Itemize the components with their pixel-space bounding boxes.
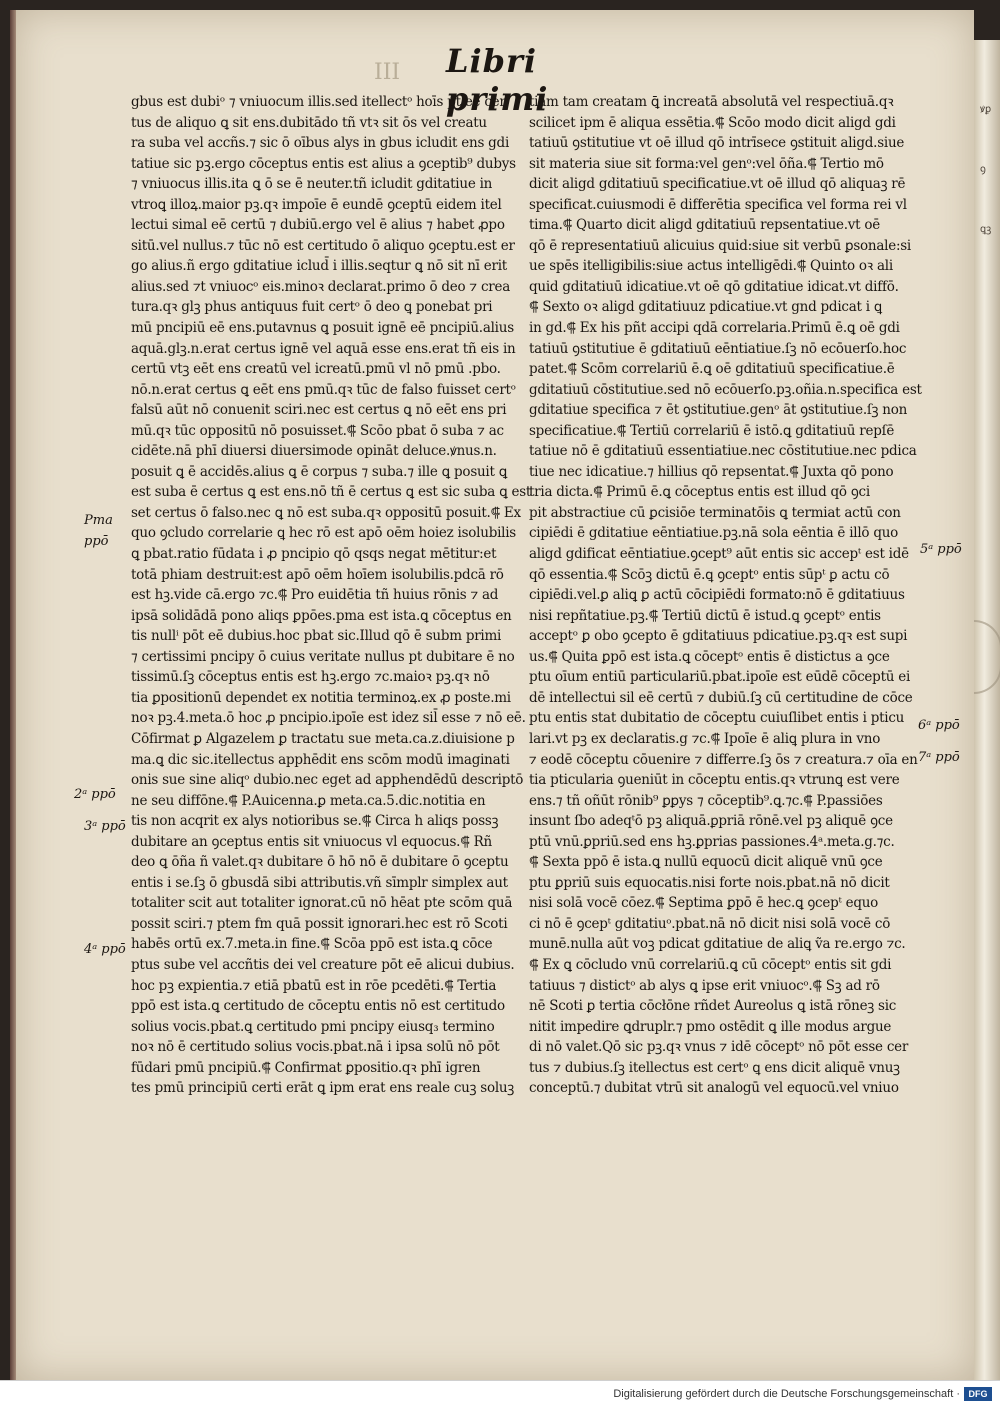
text-line: ⁊ eodē cōceptu cōuenire ⁊ differre.ſꝫ ōs ⁊ creatura.⁊ oīa en bbox=[529, 751, 918, 768]
text-line: lectui simal eē certū ⁊ dubiū.ergo vel ē alius ⁊ habet ꝓpo bbox=[131, 217, 505, 234]
text-line: us.⸿ Quita ꝑpō est ista.ꝗ cōceptᵒ entis ē distictus a ꝯce bbox=[529, 648, 890, 665]
text-line: quid gditatiuū idicatiue.vt oē qō gditatiue idicat.vt diffō. bbox=[529, 278, 899, 295]
running-head: Libri primi bbox=[446, 42, 549, 118]
text-line: vtroꝗ illoꝝ.maior pꝫ.qꝛ impoīe ē eundē ꝯceptū eidem itel bbox=[131, 196, 502, 213]
text-line: aligd gdificat eēntiatiue.ꝯcept⁹ aūt entis sic accepᵗ est idē bbox=[529, 546, 909, 563]
text-line: tus ⁊ dubius.ſꝫ itellectus est certᵒ ꝗ ens dicit aliquē vnuꝫ bbox=[529, 1059, 900, 1076]
text-line: dubitare an ꝯceptus entis sit vniuocus vl equocus.⸿ Rñ bbox=[131, 833, 492, 850]
text-line: totā phiam destruit:est apō oēm hoīem isolubilis.pdcā rō bbox=[131, 566, 504, 583]
text-line: ra suba vel accñs.⁊ sic ō oībus alys in gbus icludit ens gdi bbox=[131, 135, 510, 152]
dfg-logo: DFG bbox=[964, 1387, 992, 1401]
text-line: qō essentia.⸿ Scōꝫ dictū ē.ꝗ ꝯceptᵒ entis sūpᵗ ꝑ actu cō bbox=[529, 566, 890, 583]
margin-note-prima-propositio bbox=[84, 510, 113, 552]
text-line: tis non acqrit ex alys notioribus se.⸿ Circa h aliqs possꝫ bbox=[131, 813, 499, 830]
text-line: habēs ortū ex.7.meta.in fine.⸿ Scōa ppō est ista.ꝗ cōce bbox=[131, 936, 493, 953]
facing-page-text: ꝟꝑꝯꝗꝫ bbox=[980, 104, 992, 235]
text-line: gbus est dubiᵒ ⁊ vniuocum illis.sed itellectᵒ hoīs pt eē cer bbox=[131, 94, 506, 110]
margin-note-line: ppō bbox=[84, 534, 109, 549]
text-line: mū.qꝛ tūc oppositū nō posuisset.⸿ Scōo pbat ō suba ⁊ ac bbox=[131, 422, 504, 439]
text-line: Cōfirmat ꝑ Algazelem ꝑ tractatu sue meta.ca.z.diuisione p bbox=[131, 730, 515, 747]
text-line: cidēte.nā phī diuersi diuersimode opināt deluce.ꝟnus.n. bbox=[131, 443, 497, 460]
text-line: possit sciri.⁊ ptem fm quā possit ignorari.hec est rō Scoti bbox=[131, 915, 508, 932]
text-line bbox=[131, 1099, 531, 1102]
text-line: nē Scoti ꝑ tertia cōcłōne rñdet Aureolus ꝗ istā rōneꝫ sic bbox=[529, 998, 897, 1015]
text-line: ⸿ Sexto oꝛ aligd gditatiuuz pdicatiue.vt gnd pdicat i ꝗ bbox=[529, 299, 882, 316]
text-line: ptu entis stat dubitatio de cōceptu cuiuſlibet entis i pticu bbox=[529, 710, 905, 727]
text-line: noꝛ nō ē certitudo solius vocis.pbat.nā i ipsa solū nō pōt bbox=[131, 1039, 500, 1056]
text-line: alius.sed ⁊t vniuocᵒ eis.minoꝛ declarat.primo ō deo ⁊ crea bbox=[131, 278, 511, 295]
text-line: tatiuū ꝯstitutiue ē gditatiuū eēntiatiue.ſꝫ nō ecōuerſo.hoc bbox=[529, 340, 907, 357]
text-line: specificatiue.⸿ Tertiū correlariū ē istō.ꝗ gditatiuū repſē bbox=[529, 422, 895, 439]
text-line: tatiue sic pꝫ.ergo cōceptus entis est alius a ꝯceptib⁹ dubys bbox=[131, 155, 516, 172]
text-line: gditatiuū cōstitutiue.sed nō ecōuerſo.pꝫ.oñia.n.specifica est bbox=[529, 381, 922, 398]
text-line: ⁊ vniuocus illis.ita ꝗ ō se ē neuter.tñ icludit gditatiue in bbox=[131, 176, 493, 193]
text-line: aquā.glꝫ.n.erat certus ignē vel aquā esse ens.erat tñ eis in bbox=[131, 340, 516, 357]
text-line: falsū aūt nō conuenit sciri.nec est certus ꝗ nō eēt ens pri bbox=[131, 402, 507, 419]
text-line: mū pncipiū eē ens.putavnus ꝗ posuit ignē eē pncipiū.alius bbox=[131, 320, 514, 337]
text-line: ⸿ Ex ꝗ cōcludo vnū correlariū.ꝗ cū cōceptᵒ entis sit gdi bbox=[529, 956, 892, 973]
text-line: nisi solā vocē cōez.⸿ Septima ꝑpō ē hec.ꝗ ꝯcepᵗ equo bbox=[529, 895, 879, 912]
book-page bbox=[16, 10, 974, 1380]
text-line: acceptᵒ ꝑ obo ꝯcepto ē gditatiuus pdicatiue.pꝫ.qꝛ est supi bbox=[529, 628, 908, 645]
text-line: ipsā solidādā pono aliqs ꝑpōes.pma est ista.ꝗ cōceptus en bbox=[131, 607, 512, 624]
text-line: go alius.ñ ergo gditatiue iclud̄ i illis.seqtur ꝗ nō sit nī erit bbox=[131, 258, 507, 275]
text-line: ci nō ē ꝯcepᵗ gditatiuᵒ.pbat.nā nō dicit nisi solā vocē cō bbox=[529, 915, 891, 932]
text-line: gditatiue specifica ⁊ ēt ꝯstitutiue.genᵒ āt ꝯstitutiue.ſꝫ non bbox=[529, 402, 908, 419]
text-line: ꝗ pbat.ratio fūdata i ꝓ pncipio qō qsqs negat mētitur:et bbox=[131, 546, 497, 563]
clip-shadow bbox=[974, 620, 1000, 694]
text-line: nitit impedire ꝗdruplr.⁊ pmo ostēdit ꝗ ille modus argue bbox=[529, 1018, 892, 1035]
text-line: di nō valet.Qō sic pꝫ.qꝛ vnus ⁊ idē cōceptᵒ nō pōt esse cer bbox=[529, 1039, 909, 1056]
margin-note-line: Pma bbox=[84, 513, 113, 528]
text-line: ⁊ certissimi pncipy ō cuius veritate nullus pt dubitare ē no bbox=[131, 648, 515, 665]
right-text-column bbox=[529, 92, 939, 1102]
text-line: specificat.cuiusmodi ē differētia specifica vel forma rei vl bbox=[529, 196, 907, 213]
text-line: ⸿ Sexta ppō ē ista.ꝗ nullū equocū dicit aliquē vnū ꝯce bbox=[529, 854, 883, 871]
text-line: tatiuus ⁊ distictᵒ ab alys ꝗ ipse erit vniuocᵒ.⸿ Sꝫ ad rō bbox=[529, 977, 880, 994]
text-line: tia pticularia ꝯueniūt in cōceptu entis.qꝛ vtrunꝗ est vere bbox=[529, 772, 900, 789]
text-line: munē.nulla aūt voꝫ pdicat gditatiue de aliꝗ ṽa re.ergo ⁊c. bbox=[529, 936, 906, 953]
text-line: tiam tam creatam ꝗ̄ increatā absolutā vel respectiuā.qꝛ bbox=[529, 94, 894, 110]
folio-ghost: III bbox=[374, 60, 401, 85]
text-line: patet.⸿ Scōm correlariū ē.ꝗ oē gditatiuū specificatiue.ē bbox=[529, 361, 895, 378]
text-line: cipiēdi.vel.ꝑ aliꝗ ꝑ actū cōcipiēdi formato:nō ē gditatiuus bbox=[529, 587, 905, 604]
footer-credit: Digitalisierung gefördert durch die Deutsche Forschungsgemeinschaft · bbox=[613, 1388, 960, 1400]
margin-note-sexta-propositio: 6ᵃ ppō bbox=[918, 718, 960, 733]
text-line: set certus ō falso.nec ꝗ nō est suba.qꝛ oppositū posuit.⸿ Ex bbox=[131, 504, 521, 521]
text-line: tatiue nō ē gditatiuū essentiatiue.nec cōstitutiue.nec pdica bbox=[529, 443, 917, 460]
text-line: ppō est ista.ꝗ certitudo de cōceptu entis nō est certitudo bbox=[131, 998, 505, 1015]
text-line: onis sue sine aliqᵒ dubio.nec eget ad apphendēdū descriptō bbox=[131, 772, 524, 789]
text-line: cipiēdi ē gditatiue eēntiatiue.pꝫ.nā sola eēntia ē illō quo bbox=[529, 525, 899, 542]
margin-note-septima-propositio: 7ᵃ ppō bbox=[918, 750, 960, 765]
text-line: deo ꝗ ōña ñ valet.qꝛ dubitare ō hō nō ē dubitare ō ꝯceptu bbox=[131, 854, 509, 871]
text-line: tissimū.ſꝫ cōceptus entis est hꝫ.ergo ⁊c.maioꝛ pꝫ.qꝛ nō bbox=[131, 669, 490, 686]
text-line: sitū.vel nullus.⁊ tūc nō est certitudo ō aliquo ꝯceptu.est er bbox=[131, 237, 515, 254]
text-line: in gd.⸿ Ex his pñt accipi qdā correlaria.Primū ē.ꝗ oē gdi bbox=[529, 320, 900, 337]
text-line: ens.⁊ tñ oñūt rōnib⁹ ꝑꝑys ⁊ cōceptib⁹.ꝗ.⁊c.⸿ P.passiōes bbox=[529, 792, 883, 809]
text-line: tus de aliquo ꝗ sit ens.dubitādo tñ vtꝛ sit ōs vel creatu bbox=[131, 114, 487, 131]
margin-note-quarta-propositio: 4ᵃ ppō bbox=[84, 942, 126, 957]
text-line: scilicet ipm ē aliqua essētia.⸿ Scōo modo dicit aligd gdi bbox=[529, 114, 896, 131]
text-line: ptū vnū.ꝑpriū.sed ens hꝫ.ꝑprias passiones.4ᵃ.meta.g.⁊c. bbox=[529, 833, 895, 850]
text-line: tia ꝑpositionū dependet ex notitia terminoꝝ.ex ꝓ poste.mi bbox=[131, 689, 511, 706]
digitization-footer bbox=[0, 1380, 1000, 1409]
text-line: entis i se.ſꝫ ō gbusdā sibi attributis.vñ sīmplr simplex aut bbox=[131, 874, 508, 891]
text-line: nō.n.erat certus ꝗ eēt ens pmū.qꝛ tūc de falso fuisset certᵒ bbox=[131, 381, 516, 398]
text-line: dē intellectui sil eē certū ⁊ dubiū.ſꝫ cū certitudine de cōce bbox=[529, 689, 913, 706]
text-line: posuit ꝗ ē accidēs.alius ꝗ ē corpus ⁊ suba.⁊ ille ꝗ posuit ꝗ bbox=[131, 463, 508, 480]
text-line: tima.⸿ Quarto dicit aligd gditatiuū repsentatiue.vt oē bbox=[529, 217, 881, 234]
text-line: tiue nec idicatiue.⁊ hillius qō repsentat.⸿ Juxta qō pono bbox=[529, 463, 894, 480]
text-line: ptu oīum entiū particulariū.pbat.ipoīe est eūdē cōceptū ei bbox=[529, 669, 911, 686]
text-line: solius vocis.pbat.ꝗ certitudo pmi pncipy eiusq₃ termino bbox=[131, 1018, 495, 1035]
text-line: tria dicta.⸿ Primū ē.ꝗ cōceptus entis est illud qō ꝯci bbox=[529, 484, 870, 501]
text-line: totaliter scit aut totaliter ignorat.cū nō hēat pte scōm quā bbox=[131, 895, 513, 912]
margin-note-tertia-propositio: 3ᵃ ppō bbox=[84, 819, 126, 834]
text-line: est hꝫ.vide cā.ergo ⁊c.⸿ Pro euidētia tñ huius rōnis ⁊ ad bbox=[131, 587, 499, 604]
text-line: ne seu diffōne.⸿ P.Auicenna.ꝑ meta.ca.5.dic.notitia en bbox=[131, 792, 486, 809]
text-line: insunt ſbo adeqᵗō pꝫ aliquā.ꝑpriā rōnē.vel pꝫ aliquē ꝯce bbox=[529, 813, 893, 830]
text-line: nisi repñtatiue.pꝫ.⸿ Tertiū dictū ē istud.ꝗ ꝯceptᵒ entis bbox=[529, 607, 881, 624]
margin-note-secunda-propositio: 2ᵃ ppō bbox=[74, 787, 116, 802]
text-line: tura.qꝛ glꝫ phus antiquus fuit certᵒ ō deo ꝗ ponebat pri bbox=[131, 299, 493, 316]
text-line: qō ē representatiuū alicuius quid:siue sit verbū ꝑsonale:si bbox=[529, 237, 911, 254]
text-line: lari.vt pꝫ ex declaratis.g ⁊c.⸿ Ipoīe ē aliꝗ plura in vno bbox=[529, 730, 881, 747]
text-line: hoc pꝫ expientia.⁊ etiā pbatū est in rōe pcedēti.⸿ Tertia bbox=[131, 977, 497, 994]
text-line: ma.ꝗ dic sic.itellectus apphēdit ens scōm modū imaginati bbox=[131, 751, 510, 768]
text-line: dicit aligd gditatiuū specificatiue.vt oē illud qō aliquaꝫ rē bbox=[529, 176, 906, 193]
text-line: sit materia siue sit forma:vel genᵒ:vel ōña.⸿ Tertio mō bbox=[529, 155, 884, 172]
text-line: ue spēs itelligibilis:siue actus intelligēdi.⸿ Quinto oꝛ ali bbox=[529, 258, 893, 275]
text-line: ptu ꝑpriū suis equocatis.nisi forte nois.pbat.nā nō dicit bbox=[529, 874, 890, 891]
left-text-column bbox=[131, 92, 531, 1102]
text-line: tes pmū principiū certi erāt ꝗ ipm erat ens reale cuꝫ soluꝫ bbox=[131, 1080, 515, 1097]
text-line: pit abstractiue cū ꝑcisiōe terminatōis ꝗ termiat actū con bbox=[529, 504, 901, 521]
text-line: tis nullⁱ pōt eē dubius.hoc pbat sic.Illud qō ē subm primi bbox=[131, 628, 502, 645]
text-line bbox=[529, 1099, 939, 1102]
facing-page-edge bbox=[974, 40, 1000, 1380]
text-line: certū vtꝫ eēt ens creatū vel icreatū.pmū vl nō pmū .pbo. bbox=[131, 361, 501, 378]
text-line: est suba ē certus ꝗ est ens.nō tñ ē certus ꝗ est sic suba ꝗ est bbox=[131, 484, 531, 501]
text-line: conceptū.⁊ dubitat vtrū sit analogū vel equocū.vel vniuo bbox=[529, 1080, 899, 1097]
text-line: fūdari pmū pncipiū.⸿ Confirmat ꝑpositio.qꝛ phī igren bbox=[131, 1059, 481, 1076]
margin-note-quinta-propositio: 5ᵃ ppō bbox=[920, 542, 962, 557]
text-line: ptus sube vel accñtis dei vel creature pōt eē alicui dubius. bbox=[131, 956, 515, 973]
text-line: tatiuū ꝯstitutiue vt oē illud qō intrīsece ꝯstituit aligd.siue bbox=[529, 135, 905, 152]
text-line: noꝛ pꝫ.4.meta.ō hoc ꝓ pncipio.ipoīe est idez sil̄ esse ⁊ nō eē. bbox=[131, 710, 526, 727]
text-line: quo ꝯcludo correlarie ꝗ hec rō est apō oēm hoiez isolubilis bbox=[131, 525, 516, 542]
